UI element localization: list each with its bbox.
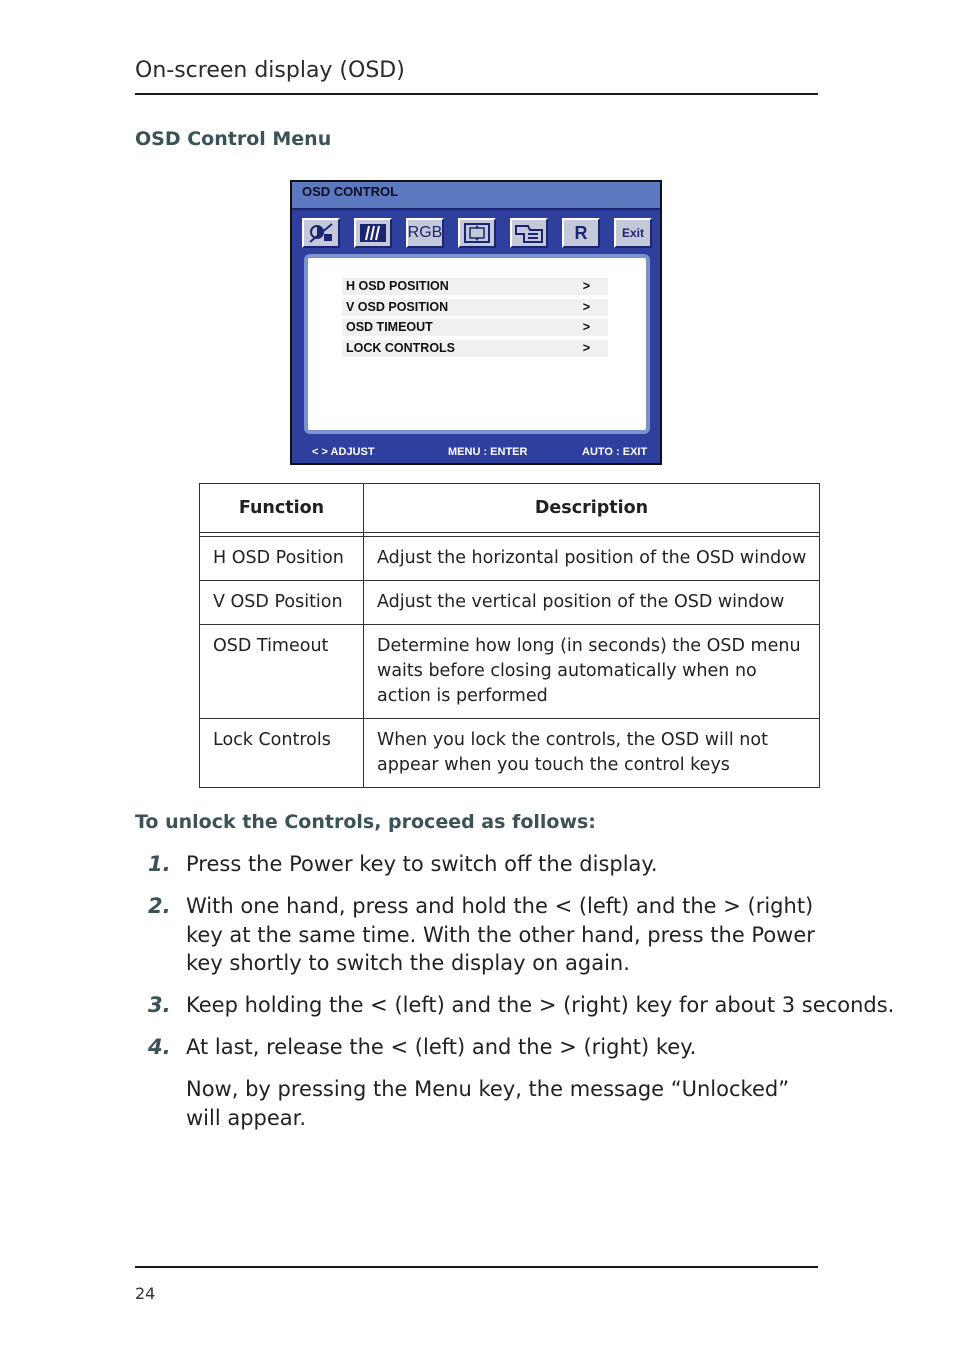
section-title-unlock-controls: To unlock the Controls, proceed as follows: [135, 811, 596, 833]
table-cell-description: Adjust the vertical position of the OSD window [364, 581, 820, 625]
osd-footer-exit: AUTO : EXIT [582, 446, 648, 458]
table-row [200, 625, 820, 719]
header-divider [135, 93, 818, 95]
chevron-right-icon: > [582, 341, 590, 355]
footer-divider [135, 1266, 818, 1268]
osd-item-label: H OSD POSITION [346, 279, 449, 293]
table-cell-function: H OSD Position [200, 537, 364, 581]
image-settings-icon[interactable] [354, 218, 392, 248]
step-text: Press the Power key to switch off the display. [186, 852, 658, 876]
exit-icon[interactable]: Exit [614, 218, 652, 248]
table-cell-function: V OSD Position [200, 581, 364, 625]
step-number: 2. [148, 894, 171, 918]
tools-icon[interactable] [510, 218, 548, 248]
table-cell-description: Adjust the horizontal position of the OSD window [364, 537, 820, 581]
osd-title-bar [292, 182, 660, 210]
osd-item-h-position[interactable] [342, 278, 608, 295]
step-text: Keep holding the < (left) and the > (right) key for about 3 seconds. [186, 993, 895, 1017]
osd-item-label: V OSD POSITION [346, 300, 449, 314]
page-header-title: On-screen display (OSD) [135, 58, 405, 83]
section-title-osd-control-menu: OSD Control Menu [135, 128, 332, 150]
step-number: 4. [148, 1035, 171, 1059]
osd-footer [292, 444, 660, 462]
function-table [199, 483, 820, 788]
chevron-right-icon: > [582, 279, 590, 293]
osd-footer-adjust: < > ADJUST [312, 446, 375, 458]
chevron-right-icon: > [582, 320, 590, 334]
step-text: With one hand, press and hold the < (left) and the > (right) key at the same time. With the other hand, press the Power key shortly to switch the display on again. [186, 894, 815, 975]
step-text: At last, release the < (left) and the > (right) key. [186, 1035, 697, 1059]
page-number: 24 [135, 1284, 156, 1303]
table-header-row [200, 484, 820, 533]
table-cell-function: Lock Controls [200, 719, 364, 788]
table-row [200, 537, 820, 581]
table-row [200, 719, 820, 788]
reset-icon[interactable]: R [562, 218, 600, 248]
rgb-icon[interactable]: RGB [406, 218, 444, 248]
table-cell-function: OSD Timeout [200, 625, 364, 719]
table-cell-description: Determine how long (in seconds) the OSD menu waits before closing automatically when no action is performed [364, 625, 820, 719]
unlock-note: Now, by pressing the Menu key, the message “Unlocked” will appear. [186, 1077, 790, 1130]
table-row [200, 581, 820, 625]
chevron-right-icon: > [582, 300, 590, 314]
column-header-function: Function [200, 484, 364, 533]
osd-footer-enter: MENU : ENTER [448, 446, 528, 458]
osd-item-label: LOCK CONTROLS [346, 341, 456, 355]
osd-icon-bar [302, 218, 654, 250]
osd-item-lock-controls[interactable] [342, 340, 608, 357]
table-cell-description: When you lock the controls, the OSD will not appear when you touch the control keys [364, 719, 820, 788]
osd-item-timeout[interactable] [342, 319, 608, 336]
step-number: 3. [148, 993, 171, 1017]
step-number: 1. [148, 852, 171, 876]
osd-menu-panel [304, 254, 650, 434]
osd-item-v-position[interactable] [342, 299, 608, 316]
column-header-description: Description [364, 484, 820, 533]
geometry-icon[interactable] [458, 218, 496, 248]
osd-title: OSD CONTROL [302, 184, 399, 199]
brightness-contrast-icon[interactable] [302, 218, 340, 248]
osd-item-label: OSD TIMEOUT [346, 320, 433, 334]
osd-control-window [290, 180, 662, 465]
